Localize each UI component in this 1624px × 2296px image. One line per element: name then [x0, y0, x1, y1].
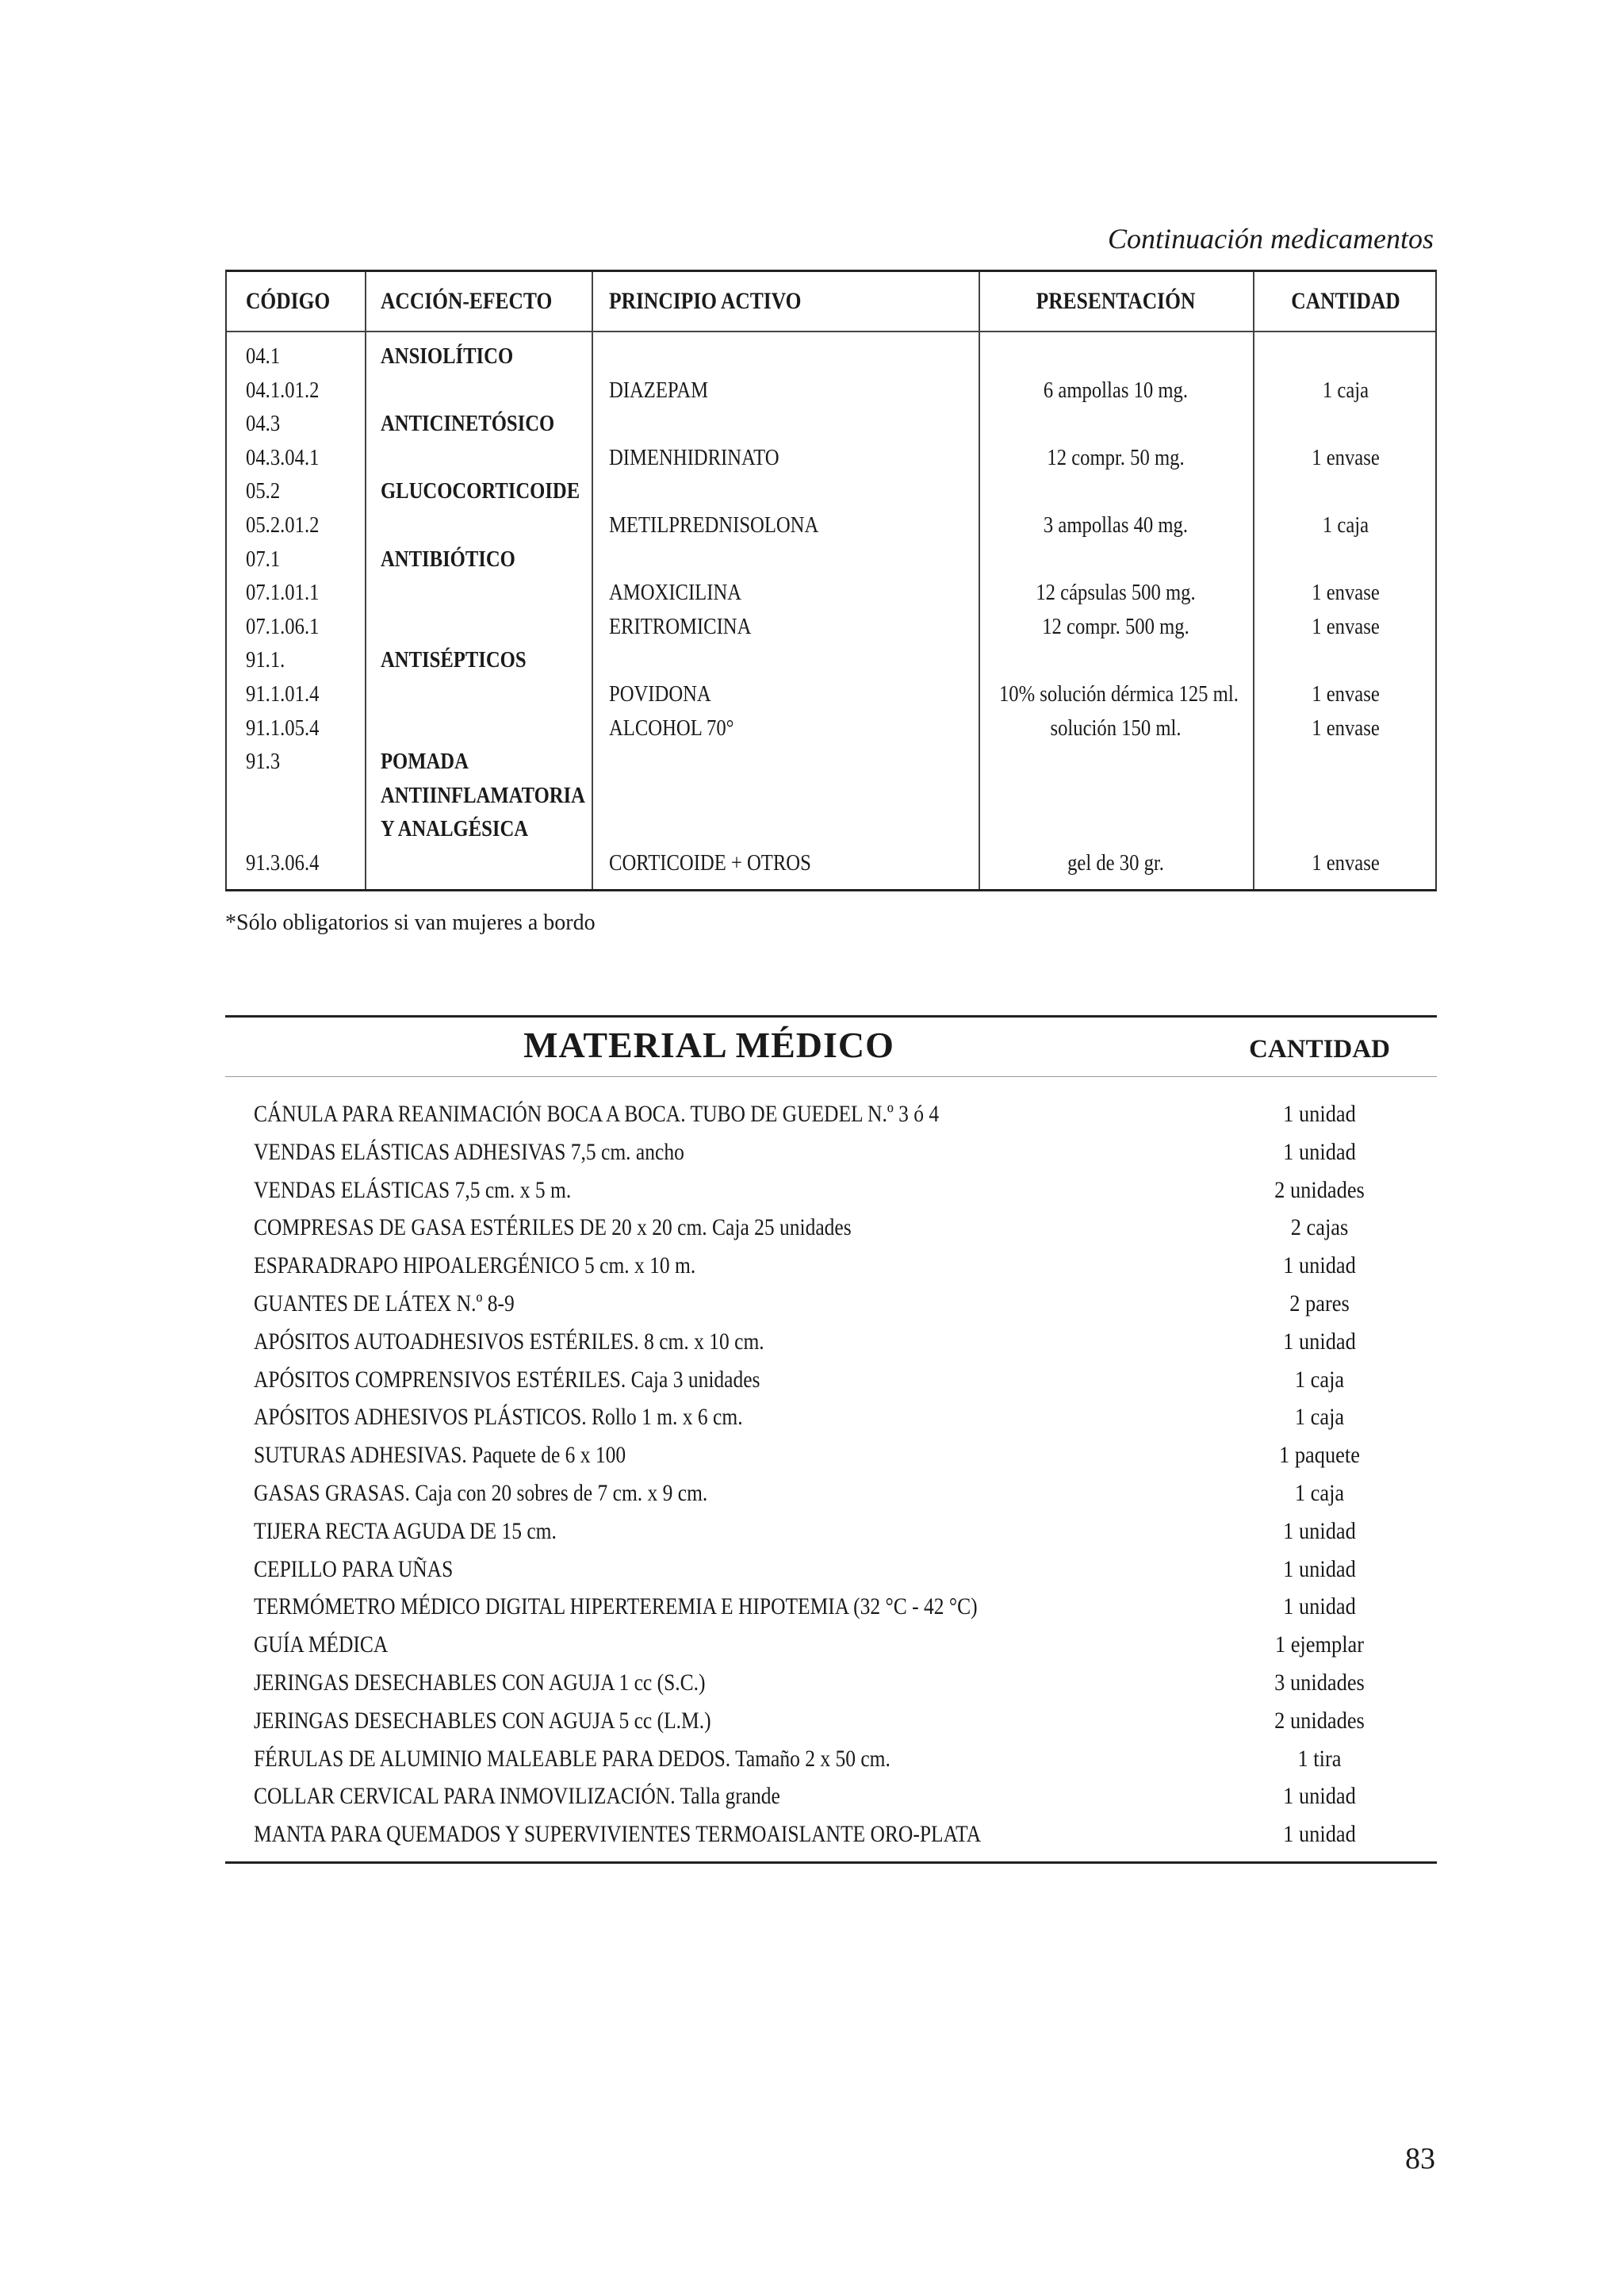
header-divider — [227, 331, 1435, 332]
accion-cell: Y ANALGÉSICA — [381, 816, 529, 842]
column-divider — [979, 272, 980, 889]
accion-cell: GLUCOCORTICOIDE — [381, 478, 580, 504]
column-header-accion: ACCIÓN-EFECTO — [381, 288, 553, 314]
material-item-qty: 2 cajas — [1290, 1214, 1349, 1241]
material-item-name: COLLAR CERVICAL PARA INMOVILIZACIÓN. Talla grande — [254, 1783, 780, 1810]
accion-cell: ANTIBIÓTICO — [381, 546, 515, 572]
material-item-qty: 1 unidad — [1283, 1101, 1356, 1127]
page-number: 83 — [1405, 2142, 1435, 2175]
material-item-qty: 1 unidad — [1283, 1328, 1356, 1355]
accion-cell: POMADA — [381, 749, 469, 775]
material-item-name: JERINGAS DESECHABLES CON AGUJA 5 cc (L.M.) — [254, 1707, 711, 1734]
material-item-name: APÓSITOS ADHESIVOS PLÁSTICOS. Rollo 1 m. x 6 cm. — [254, 1404, 743, 1431]
column-header-principio: PRINCIPIO ACTIVO — [609, 288, 802, 314]
code-cell: 91.3 — [246, 749, 281, 775]
accion-cell: ANTICINETÓSICO — [381, 411, 555, 437]
presentacion-cell: 12 compr. 500 mg. — [1042, 613, 1189, 639]
footnote: *Sólo obligatorios si van mujeres a bordo — [225, 910, 596, 935]
material-item-name: GASAS GRASAS. Caja con 20 sobres de 7 cm. x 9 cm. — [254, 1480, 708, 1506]
material-item-name: JERINGAS DESECHABLES CON AGUJA 1 cc (S.C.) — [254, 1669, 706, 1696]
principio-cell: DIMENHIDRINATO — [609, 444, 779, 470]
material-item-qty: 1 caja — [1294, 1404, 1345, 1431]
material-item-qty: 1 unidad — [1283, 1252, 1356, 1279]
material-title: MATERIAL MÉDICO — [523, 1025, 894, 1065]
material-item-qty: 2 pares — [1289, 1290, 1350, 1317]
code-cell: 07.1.01.1 — [246, 580, 320, 606]
column-header-cantidad: CANTIDAD — [1291, 288, 1400, 314]
principio-cell: POVIDONA — [609, 681, 711, 707]
code-cell: 91.1. — [246, 647, 285, 673]
material-medico-section — [225, 1015, 1437, 1864]
material-item-name: TIJERA RECTA AGUDA DE 15 cm. — [254, 1517, 557, 1544]
code-cell: 07.1 — [246, 546, 281, 572]
material-item-qty: 1 ejemplar — [1274, 1631, 1365, 1658]
code-cell: 07.1.06.1 — [246, 613, 320, 639]
presentacion-cell: gel de 30 gr. — [1067, 850, 1164, 876]
material-item-qty: 1 tira — [1297, 1745, 1342, 1772]
material-item-name: GUÍA MÉDICA — [254, 1631, 389, 1658]
presentacion-cell: solución 150 ml. — [1050, 715, 1182, 741]
code-cell: 05.2 — [246, 478, 281, 504]
code-cell: 91.3.06.4 — [246, 850, 320, 876]
code-cell: 04.1.01.2 — [246, 377, 320, 403]
cantidad-cell: 1 envase — [1312, 850, 1380, 876]
presentacion-cell: 3 ampollas 40 mg. — [1043, 512, 1189, 538]
accion-cell: ANTIINFLAMATORIA — [381, 782, 585, 808]
column-divider — [365, 272, 366, 889]
principio-cell: CORTICOIDE + OTROS — [609, 850, 811, 876]
material-item-name: VENDAS ELÁSTICAS ADHESIVAS 7,5 cm. ancho — [254, 1138, 684, 1165]
material-item-qty: 2 unidades — [1274, 1707, 1365, 1734]
code-cell: 04.3 — [246, 411, 281, 437]
material-item-name: APÓSITOS COMPRENSIVOS ESTÉRILES. Caja 3 unidades — [254, 1366, 760, 1393]
material-item-name: ESPARADRAPO HIPOALERGÉNICO 5 cm. x 10 m. — [254, 1252, 696, 1279]
cantidad-cell: 1 envase — [1312, 580, 1380, 606]
code-cell: 91.1.01.4 — [246, 681, 320, 707]
code-cell: 04.1 — [246, 343, 281, 369]
code-cell: 05.2.01.2 — [246, 512, 320, 538]
principio-cell: METILPREDNISOLONA — [609, 512, 819, 538]
presentacion-cell: 6 ampollas 10 mg. — [1043, 377, 1189, 403]
cantidad-cell: 1 envase — [1312, 444, 1380, 470]
section-subtitle: Continuación medicamentos — [1108, 223, 1434, 255]
code-cell: 04.3.04.1 — [246, 444, 320, 470]
cantidad-cell: 1 envase — [1312, 715, 1380, 741]
code-cell: 91.1.05.4 — [246, 715, 320, 741]
material-item-name: GUANTES DE LÁTEX N.º 8-9 — [254, 1290, 515, 1317]
principio-cell: ERITROMICINA — [609, 613, 752, 639]
material-item-name: CEPILLO PARA UÑAS — [254, 1555, 454, 1582]
material-item-qty: 1 unidad — [1283, 1138, 1356, 1165]
column-header-presentacion: PRESENTACIÓN — [1036, 288, 1196, 314]
material-header-divider — [225, 1076, 1437, 1077]
material-item-qty: 1 unidad — [1283, 1555, 1356, 1582]
cantidad-cell: 1 caja — [1322, 377, 1369, 403]
column-divider — [592, 272, 593, 889]
material-item-qty: 1 unidad — [1283, 1783, 1356, 1810]
medications-table — [225, 270, 1437, 891]
cantidad-cell: 1 envase — [1312, 613, 1380, 639]
material-item-name: TERMÓMETRO MÉDICO DIGITAL HIPERTEREMIA E HIPOTEMIA (32 °C - 42 °C) — [254, 1593, 978, 1620]
material-item-name: COMPRESAS DE GASA ESTÉRILES DE 20 x 20 cm. Caja 25 unidades — [254, 1214, 852, 1241]
material-item-qty: 3 unidades — [1274, 1669, 1365, 1696]
material-item-qty: 1 unidad — [1283, 1517, 1356, 1544]
presentacion-cell: 12 cápsulas 500 mg. — [1036, 580, 1196, 606]
accion-cell: ANTISÉPTICOS — [381, 647, 527, 673]
material-item-name: CÁNULA PARA REANIMACIÓN BOCA A BOCA. TUBO DE GUEDEL N.º 3 ó 4 — [254, 1101, 940, 1127]
material-item-qty: 1 caja — [1294, 1480, 1345, 1506]
presentacion-cell: 10% solución dérmica 125 ml. — [998, 681, 1239, 707]
material-item-qty: 2 unidades — [1274, 1176, 1365, 1203]
material-item-qty: 1 unidad — [1283, 1821, 1356, 1848]
material-item-name: FÉRULAS DE ALUMINIO MALEABLE PARA DEDOS. Tamaño 2 x 50 cm. — [254, 1745, 891, 1772]
column-header-codigo: CÓDIGO — [246, 288, 331, 314]
material-item-name: VENDAS ELÁSTICAS 7,5 cm. x 5 m. — [254, 1176, 572, 1203]
material-item-name: MANTA PARA QUEMADOS Y SUPERVIVIENTES TERMOAISLANTE ORO-PLATA — [254, 1821, 982, 1848]
material-item-name: APÓSITOS AUTOADHESIVOS ESTÉRILES. 8 cm. x 10 cm. — [254, 1328, 764, 1355]
material-qty-header: CANTIDAD — [1249, 1035, 1390, 1064]
cantidad-cell: 1 envase — [1312, 681, 1380, 707]
cantidad-cell: 1 caja — [1322, 512, 1369, 538]
material-item-name: SUTURAS ADHESIVAS. Paquete de 6 x 100 — [254, 1442, 626, 1469]
material-item-qty: 1 unidad — [1283, 1593, 1356, 1620]
material-item-qty: 1 paquete — [1279, 1442, 1360, 1469]
principio-cell: DIAZEPAM — [609, 377, 709, 403]
principio-cell: ALCOHOL 70° — [609, 715, 734, 741]
column-divider — [1253, 272, 1254, 889]
principio-cell: AMOXICILINA — [609, 580, 742, 606]
accion-cell: ANSIOLÍTICO — [381, 343, 514, 369]
material-item-qty: 1 caja — [1294, 1366, 1345, 1393]
presentacion-cell: 12 compr. 50 mg. — [1047, 444, 1185, 470]
